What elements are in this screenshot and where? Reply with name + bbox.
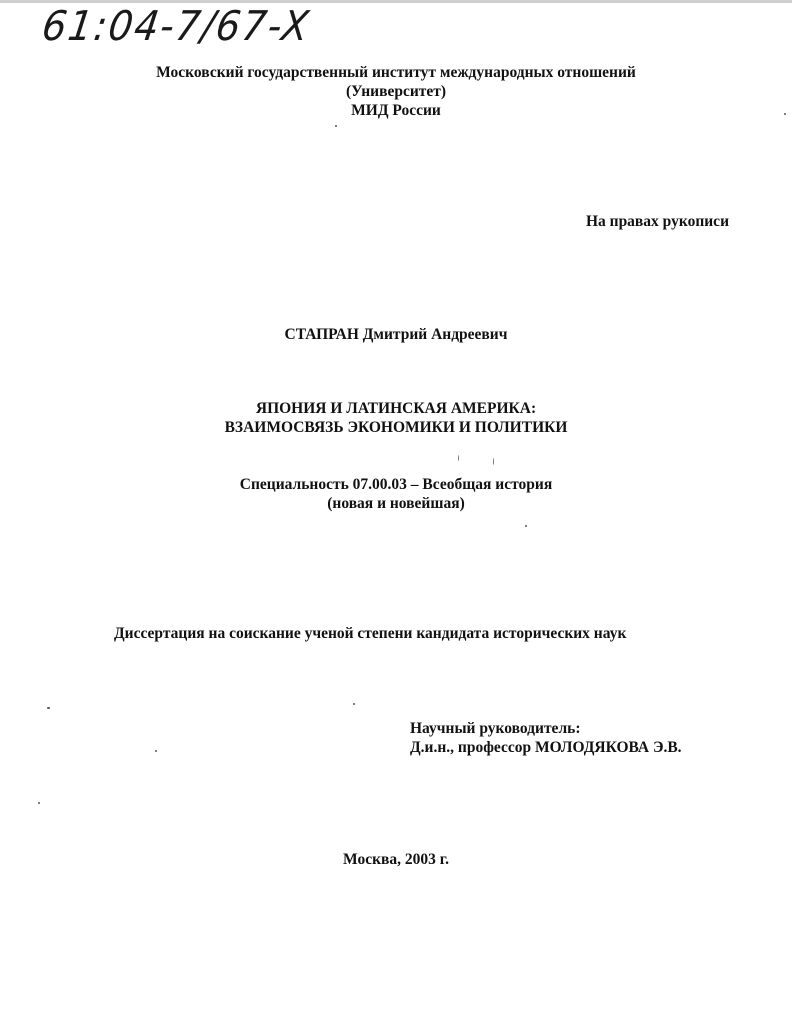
handwritten-archive-code: 61:04-7/67-X (39, 2, 314, 50)
scan-speck (525, 525, 527, 527)
supervisor-name: Д.и.н., профессор МОЛОДЯКОВА Э.В. (410, 739, 682, 756)
scan-speck (353, 703, 355, 705)
scan-speck (458, 455, 459, 461)
scan-speck (38, 802, 40, 804)
specialty-line-1: Специальность 07.00.03 – Всеобщая история (239, 476, 553, 493)
scan-speck (493, 458, 494, 465)
title-line-1: ЯПОНИЯ И ЛАТИНСКАЯ АМЕРИКА: (255, 400, 537, 417)
institution-ministry: МИД России (351, 102, 441, 119)
title-line-2: ВЗАИМОСВЯЗЬ ЭКОНОМИКИ И ПОЛИТИКИ (224, 419, 568, 436)
manuscript-note: На правах рукописи (585, 213, 729, 230)
dissertation-note: Диссертация на соискание ученой степени кандидата исторических наук (114, 625, 627, 642)
place-year: Москва, 2003 г. (343, 851, 449, 868)
author-name: СТАПРАН Дмитрий Андреевич (284, 326, 508, 343)
institution-name: Московский государственный институт международных отношений (156, 64, 636, 81)
specialty-line-2: (новая и новейшая) (327, 495, 465, 512)
supervisor-label: Научный руководитель: (410, 720, 581, 737)
scan-speck (784, 113, 786, 115)
institution-status: (Университет) (345, 83, 447, 100)
scan-speck (155, 750, 157, 752)
scan-speck (47, 707, 50, 709)
scan-speck (335, 125, 337, 127)
